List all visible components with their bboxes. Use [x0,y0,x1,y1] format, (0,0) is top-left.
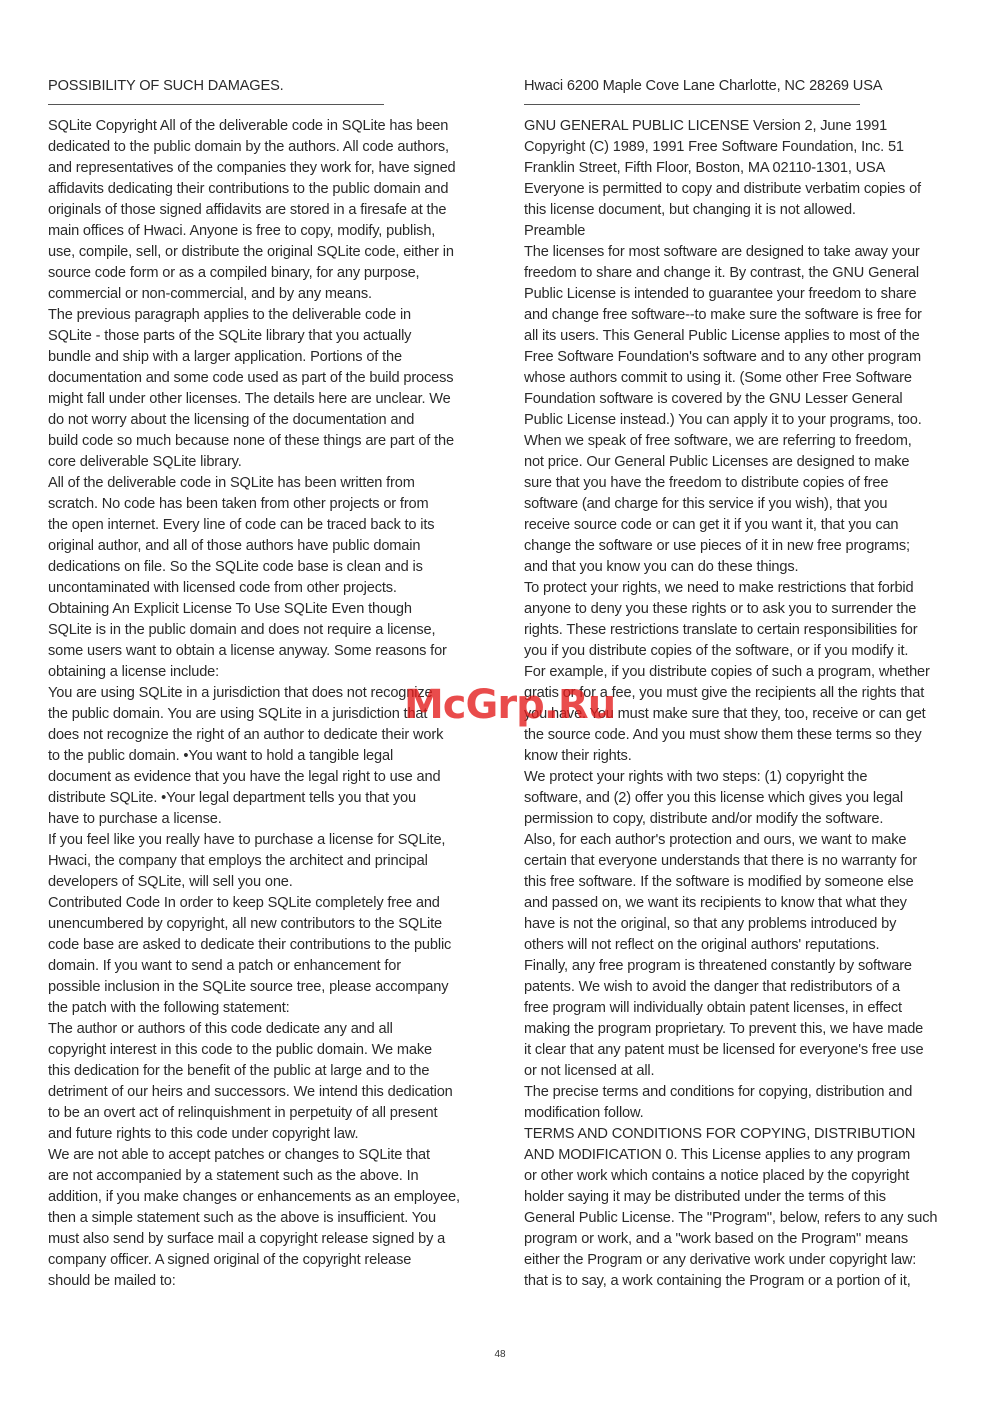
text-line: General Public License. The "Program", below, refers to any such [524,1210,938,1226]
text-line: permission to copy, distribute and/or modify the software. [524,811,884,827]
text-line: domain. If you want to send a patch or enhancement for [48,958,401,974]
text-line: you have. You must make sure that they, too, receive or can get [524,706,926,722]
text-line: You are using SQLite in a jurisdiction that does not recognize [48,685,433,701]
text-line: some users want to obtain a license anyway. Some reasons for [48,643,447,659]
text-line: original author, and all of those authors have public domain [48,538,421,554]
text-line: dedicated to the public domain by the authors. All code authors, [48,139,449,155]
text-line: Public License is intended to guarantee your freedom to share [524,286,917,302]
text-line: Copyright (C) 1989, 1991 Free Software Foundation, Inc. 51 [524,139,904,155]
text-line: you if you distribute copies of the software, or if you modify it. [524,643,909,659]
text-line: Finally, any free program is threatened constantly by software [524,958,912,974]
left-divider [48,104,384,105]
text-line: dedications on file. So the SQLite code base is clean and is [48,559,423,575]
text-line: or not licensed at all. [524,1063,655,1079]
text-line: sure that you have the freedom to distribute copies of free [524,475,889,491]
text-line: the source code. And you must show them these terms so they [524,727,922,743]
text-line: are not accompanied by a statement such as the above. In [48,1168,419,1184]
text-line: should be mailed to: [48,1273,176,1289]
text-line: might fall under other licenses. The details here are unclear. We [48,391,451,407]
text-line: all its users. This General Public License applies to most of the [524,328,920,344]
text-line: The precise terms and conditions for copying, distribution and [524,1084,913,1100]
text-line: the public domain. You are using SQLite in a jurisdiction that [48,706,428,722]
text-line: making the program proprietary. To prevent this, we have made [524,1021,924,1037]
text-line: Franklin Street, Fifth Floor, Boston, MA 02110-1301, USA [524,160,886,176]
text-line: free program will individually obtain patent licenses, in effect [524,1000,902,1016]
text-line: this free software. If the software is modified by someone else [524,874,914,890]
text-line: or other work which contains a notice placed by the copyright [524,1168,910,1184]
text-line: Foundation software is covered by the GNU Lesser General [524,391,903,407]
text-line: others will not reflect on the original authors' reputations. [524,937,880,953]
text-line: We protect your rights with two steps: (1) copyright the [524,769,868,785]
text-line: bundle and ship with a larger application. Portions of the [48,349,402,365]
text-line: AND MODIFICATION 0. This License applies to any program [524,1147,911,1163]
text-line: then a simple statement such as the above is insufficient. You [48,1210,436,1226]
text-line: SQLite is in the public domain and does not require a license, [48,622,436,638]
text-line: patents. We wish to avoid the danger that redistributors of a [524,979,900,995]
text-line: source code form or as a compiled binary, for any purpose, [48,265,420,281]
text-line: the patch with the following statement: [48,1000,290,1016]
text-line: commercial or non-commercial, and by any means. [48,286,372,302]
text-line: Also, for each author's protection and ours, we want to make [524,832,907,848]
text-line: affidavits dedicating their contributions to the public domain and [48,181,449,197]
text-line: software, and (2) offer you this license which gives you legal [524,790,903,806]
text-line: scratch. No code has been taken from other projects or from [48,496,429,512]
text-line: SQLite Copyright All of the deliverable code in SQLite has been [48,118,449,134]
text-line: addition, if you make changes or enhancements as an employee, [48,1189,460,1205]
text-line: gratis or for a fee, you must give the recipients all the rights that [524,685,925,701]
text-line: Contributed Code In order to keep SQLite completely free and [48,895,440,911]
right-divider [524,104,860,105]
text-line: If you feel like you really have to purchase a license for SQLite, [48,832,446,848]
text-line: document as evidence that you have the legal right to use and [48,769,441,785]
text-line: and future rights to this code under copyright law. [48,1126,359,1142]
text-line: does not recognize the right of an author to dedicate their work [48,727,444,743]
text-line: must also send by surface mail a copyright release signed by a [48,1231,446,1247]
page-number: 48 [494,1349,506,1360]
text-line: freedom to share and change it. By contrast, the GNU General [524,265,919,281]
text-line: Everyone is permitted to copy and distribute verbatim copies of [524,181,921,197]
text-line: rights. These restrictions translate to certain responsibilities for [524,622,918,638]
text-line: code base are asked to dedicate their contributions to the public [48,937,452,953]
text-line: this dedication for the benefit of the public at large and to the [48,1063,430,1079]
text-line: We are not able to accept patches or changes to SQLite that [48,1147,430,1163]
text-line: this license document, but changing it is not allowed. [524,202,856,218]
text-line: it clear that any patent must be licensed for everyone's free use [524,1042,924,1058]
text-line: and that you know you can do these things. [524,559,799,575]
text-line: that is to say, a work containing the Program or a portion of it, [524,1273,911,1289]
text-line: All of the deliverable code in SQLite has been written from [48,475,415,491]
text-line: The licenses for most software are designed to take away your [524,244,920,260]
text-line: change the software or use pieces of it in new free programs; [524,538,910,554]
text-line: developers of SQLite, will sell you one. [48,874,293,890]
text-line: distribute SQLite. •Your legal department tells you that you [48,790,416,806]
text-line: do not worry about the licensing of the documentation and [48,412,415,428]
text-line: main offices of Hwaci. Anyone is free to copy, modify, publish, [48,223,436,239]
text-line: software (and charge for this service if you wish), that you [524,496,888,512]
text-line: The author or authors of this code dedicate any and all [48,1021,393,1037]
text-line: receive source code or can get it if you want it, that you can [524,517,899,533]
text-line: Preamble [524,223,586,239]
text-line: and passed on, we want its recipients to know that what they [524,895,907,911]
text-line: unencumbered by copyright, all new contributors to the SQLite [48,916,443,932]
text-line: originals of those signed affidavits are stored in a firesafe at the [48,202,447,218]
text-line: detriment of our heirs and successors. We intend this dedication [48,1084,453,1100]
text-line: To protect your rights, we need to make restrictions that forbid [524,580,914,596]
text-line: documentation and some code used as part of the build process [48,370,454,386]
text-line: use, compile, sell, or distribute the original SQLite code, either in [48,244,454,260]
text-line: certain that everyone understands that there is no warranty for [524,853,917,869]
text-line: to the public domain. •You want to hold a tangible legal [48,748,394,764]
text-line: copyright interest in this code to the public domain. We make [48,1042,433,1058]
text-line: modification follow. [524,1105,644,1121]
text-line: Public License instead.) You can apply it to your programs, too. [524,412,922,428]
text-line: either the Program or any derivative work under copyright law: [524,1252,917,1268]
text-line: possible inclusion in the SQLite source tree, please accompany [48,979,449,995]
text-line: uncontaminated with licensed code from other projects. [48,580,397,596]
text-line: have is not the original, so that any problems introduced by [524,916,897,932]
text-line: When we speak of free software, we are referring to freedom, [524,433,912,449]
text-line: SQLite - those parts of the SQLite library that you actually [48,328,412,344]
text-line: the open internet. Every line of code can be traced back to its [48,517,435,533]
text-line: have to purchase a license. [48,811,222,827]
text-line: The previous paragraph applies to the deliverable code in [48,307,412,323]
text-line: Free Software Foundation's software and to any other program [524,349,921,365]
text-line: Hwaci, the company that employs the architect and principal [48,853,428,869]
text-line: and change free software--to make sure the software is free for [524,307,922,323]
watermark-logo: McGrp.Ru [404,682,616,728]
text-line: Obtaining An Explicit License To Use SQLite Even though [48,601,412,617]
text-line: whose authors commit to using it. (Some other Free Software [524,370,912,386]
text-line: holder saying it may be distributed under the terms of this [524,1189,886,1205]
text-line: obtaining a license include: [48,664,220,680]
left-heading: POSSIBILITY OF SUCH DAMAGES. [48,78,284,94]
text-line: company officer. A signed original of the copyright release [48,1252,412,1268]
text-line: and representatives of the companies they work for, have signed [48,160,456,176]
text-line: build code so much because none of these things are part of the [48,433,454,449]
text-line: not price. Our General Public Licenses are designed to make [524,454,910,470]
text-line: GNU GENERAL PUBLIC LICENSE Version 2, June 1991 [524,118,888,134]
text-line: For example, if you distribute copies of such a program, whether [524,664,930,680]
text-line: program or work, and a "work based on the Program" means [524,1231,909,1247]
text-line: TERMS AND CONDITIONS FOR COPYING, DISTRIBUTION [524,1126,916,1142]
text-line: know their rights. [524,748,632,764]
text-line: core deliverable SQLite library. [48,454,242,470]
text-line: to be an overt act of relinquishment in perpetuity of all present [48,1105,438,1121]
text-line: anyone to deny you these rights or to ask you to surrender the [524,601,917,617]
right-heading: Hwaci 6200 Maple Cove Lane Charlotte, NC 28269 USA [524,78,883,94]
